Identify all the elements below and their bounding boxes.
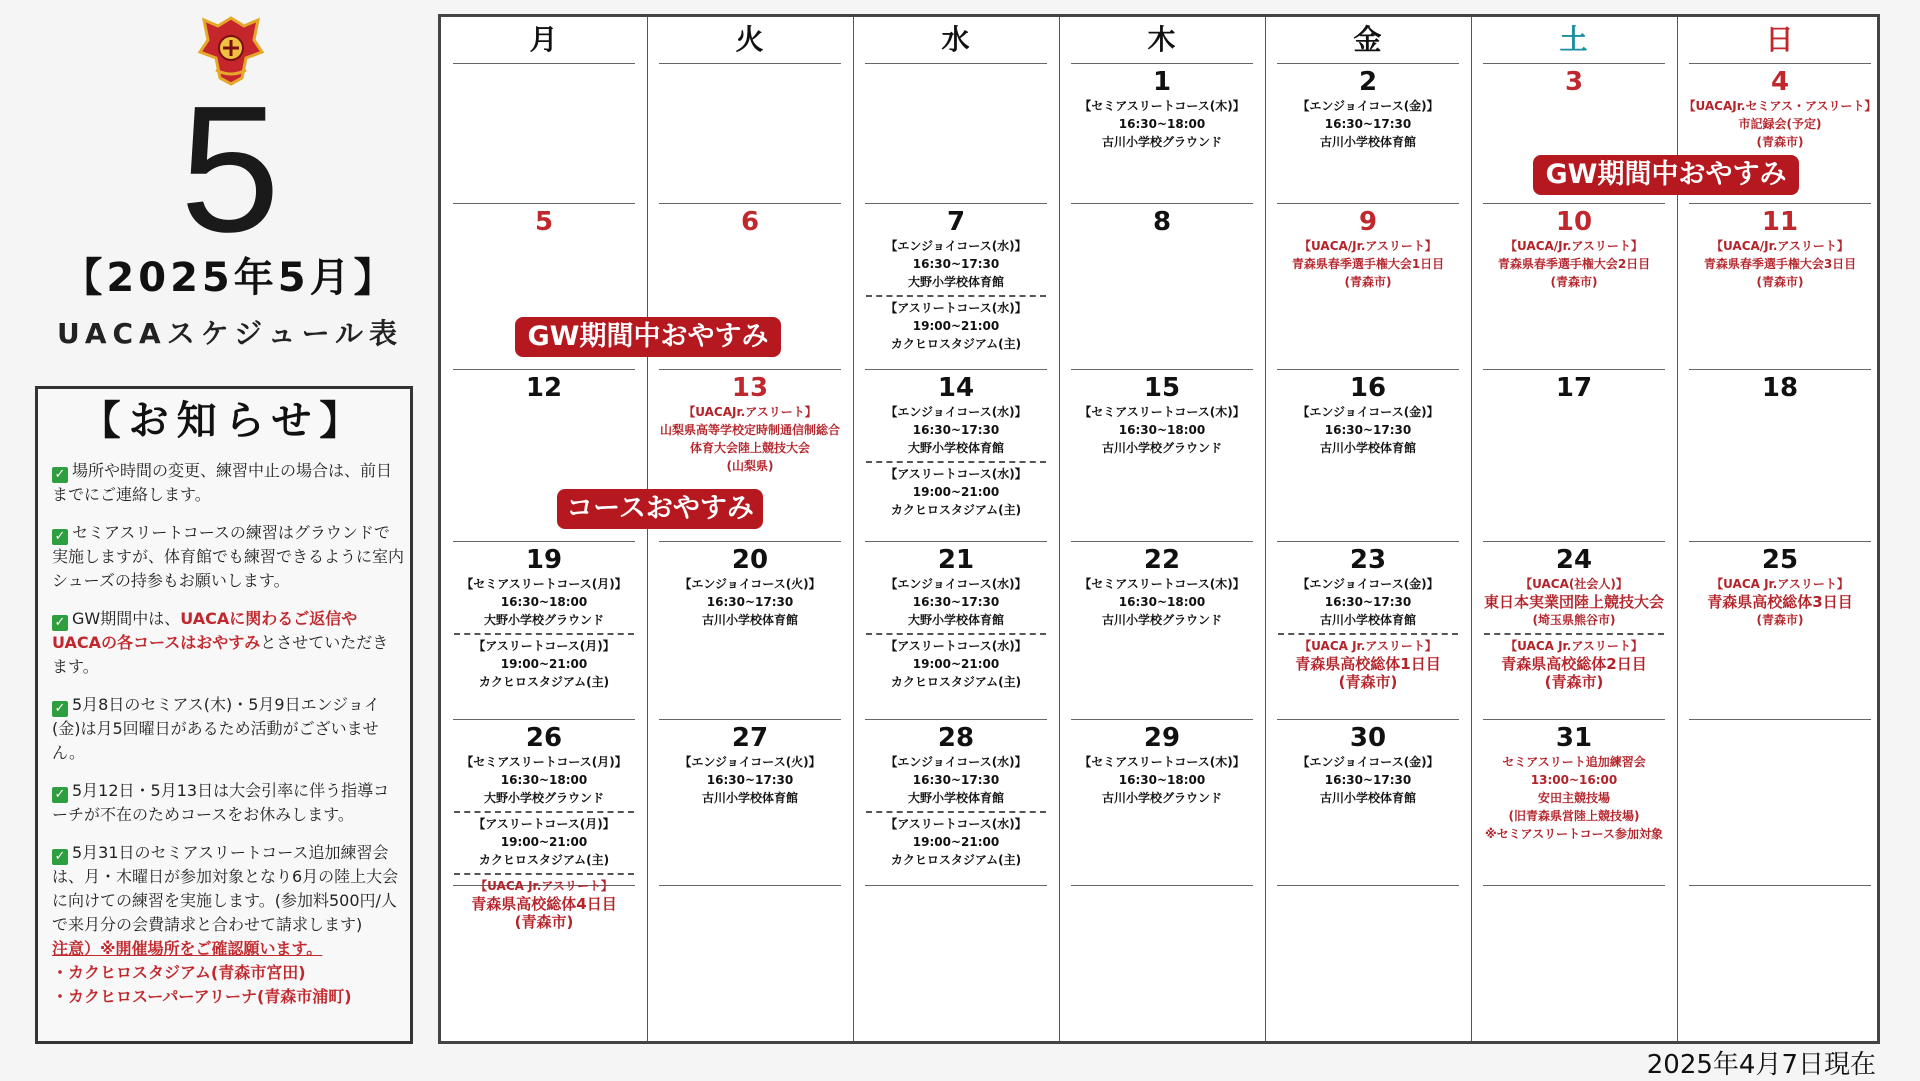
day-number: 26	[525, 723, 563, 753]
weekday-wed: 水	[941, 23, 970, 56]
event-line: 16:30~17:30	[912, 257, 1000, 271]
day-number: 14	[937, 373, 975, 403]
event-line: 【アスリートコース(水)】	[885, 467, 1027, 481]
event-line: 【セミアスリートコース(木)】	[1079, 99, 1245, 113]
row-divider	[1277, 203, 1459, 204]
row-divider	[865, 63, 1047, 64]
event-block	[1471, 237, 1677, 291]
notice-text: GW期間中は、	[72, 609, 181, 628]
row-divider	[453, 203, 635, 204]
day-cell	[853, 373, 1059, 519]
event-block	[1265, 575, 1471, 629]
event-line: (青森市)	[1544, 673, 1604, 691]
dashed-separator	[454, 873, 634, 875]
event-line: 【UACAJr.セミアス・アスリート】	[1683, 99, 1877, 113]
event-line: 古川小学校体育館	[701, 613, 798, 627]
event-line: 【UACA Jr.アスリート】	[1299, 639, 1437, 653]
event-line: 16:30~17:30	[912, 423, 1000, 437]
day-cell	[853, 545, 1059, 691]
day-cell	[1265, 67, 1471, 151]
row-divider	[865, 719, 1047, 720]
dashed-separator	[866, 461, 1046, 463]
notice-text: とさせていただきます。	[52, 633, 389, 676]
event-line: カクヒロスタジアム(主)	[890, 853, 1022, 867]
row-divider	[1071, 369, 1253, 370]
event-line: (青森市)	[1344, 275, 1392, 289]
event-line: (青森市)	[1338, 673, 1398, 691]
left-panel	[0, 0, 440, 1080]
event-line: 16:30~18:00	[1118, 423, 1206, 437]
day-cell	[441, 723, 647, 931]
event-line: 古川小学校グラウンド	[1101, 791, 1222, 805]
event-line: 古川小学校体育館	[701, 791, 798, 805]
event-line: 大野小学校グラウンド	[483, 613, 604, 627]
weekday-mon: 月	[529, 23, 558, 56]
venue-item: ・カクヒロスタジアム(青森市宮田)	[52, 963, 306, 982]
row-divider	[1483, 885, 1665, 886]
column-divider	[853, 17, 854, 1041]
day-number: 23	[1349, 545, 1387, 575]
notice-text: 5月12日・5月13日は大会引率に伴う指導コーチが不在のためコースをお休みします。	[52, 781, 390, 824]
check-icon: ✓	[52, 467, 68, 483]
row-divider	[1483, 719, 1665, 720]
day-cell	[1677, 373, 1883, 403]
event-block	[1471, 575, 1677, 629]
event-line: 【エンジョイコース(金)】	[1297, 755, 1439, 769]
day-number: 22	[1143, 545, 1181, 575]
row-divider	[1071, 541, 1253, 542]
row-divider	[1689, 63, 1871, 64]
event-block	[647, 753, 853, 807]
day-cell	[1471, 207, 1677, 291]
day-number: 5	[534, 207, 554, 237]
event-block	[1265, 753, 1471, 807]
event-line: 【アスリートコース(水)】	[885, 817, 1027, 831]
notice-item	[52, 607, 404, 679]
row-divider	[1277, 369, 1459, 370]
dashed-separator	[454, 811, 634, 813]
day-number: 12	[525, 373, 563, 403]
event-block	[1265, 637, 1471, 691]
row-divider	[453, 719, 635, 720]
event-line: 古川小学校グラウンド	[1101, 613, 1222, 627]
day-number: 6	[740, 207, 760, 237]
day-number: 28	[937, 723, 975, 753]
event-block	[1265, 237, 1471, 291]
event-block	[853, 815, 1059, 869]
row-divider	[1277, 885, 1459, 886]
event-line: 古川小学校グラウンド	[1101, 135, 1222, 149]
event-line: (埼玉県熊谷市)	[1532, 613, 1616, 627]
dashed-separator	[1484, 633, 1664, 635]
event-line: カクヒロスタジアム(主)	[890, 503, 1022, 517]
weekday-fri: 金	[1353, 23, 1382, 56]
check-icon: ✓	[52, 529, 68, 545]
event-line: 【エンジョイコース(金)】	[1297, 99, 1439, 113]
day-number: 4	[1770, 67, 1790, 97]
row-divider	[659, 719, 841, 720]
dashed-separator	[866, 633, 1046, 635]
event-block	[647, 403, 853, 475]
day-cell	[441, 545, 647, 691]
event-block	[1265, 403, 1471, 457]
day-cell	[1265, 723, 1471, 807]
event-block	[853, 753, 1059, 807]
event-line: 【エンジョイコース(水)】	[885, 405, 1027, 419]
event-line: 大野小学校グラウンド	[483, 791, 604, 805]
day-number: 20	[731, 545, 769, 575]
event-line: 安田主競技場	[1537, 791, 1610, 805]
event-line: カクヒロスタジアム(主)	[478, 675, 610, 689]
day-cell	[853, 207, 1059, 353]
event-line: 16:30~18:00	[1118, 773, 1206, 787]
column-divider	[1265, 17, 1266, 1041]
row-divider	[1689, 203, 1871, 204]
event-line: 大野小学校体育館	[907, 441, 1004, 455]
event-line: (青森市)	[1756, 275, 1804, 289]
day-number: 1	[1152, 67, 1172, 97]
column-divider	[1059, 17, 1060, 1041]
notice-item	[52, 841, 404, 937]
event-line: 東日本実業団陸上競技大会	[1483, 593, 1664, 611]
event-line: 【エンジョイコース(水)】	[885, 755, 1027, 769]
row-divider	[1689, 369, 1871, 370]
day-cell	[441, 207, 647, 237]
event-line: 青森県春季選手権大会1日目	[1291, 257, 1445, 271]
event-line: カクヒロスタジアム(主)	[478, 853, 610, 867]
event-line: 市記録会(予定)	[1738, 117, 1822, 131]
event-line: 山梨県高等学校定時制通信制総合	[659, 423, 840, 437]
day-number: 25	[1761, 545, 1799, 575]
calendar-grid	[438, 14, 1880, 1044]
event-block	[1059, 753, 1265, 807]
event-line: 【UACA/Jr.アスリート】	[1299, 239, 1437, 253]
row-divider	[1277, 719, 1459, 720]
notice-list	[52, 459, 404, 1009]
row-divider	[453, 369, 635, 370]
event-line: 【エンジョイコース(水)】	[885, 239, 1027, 253]
day-cell	[1265, 373, 1471, 457]
row-divider	[453, 541, 635, 542]
day-cell	[853, 723, 1059, 869]
row-divider	[1689, 885, 1871, 886]
event-line: 16:30~18:00	[1118, 117, 1206, 131]
event-line: 【エンジョイコース(火)】	[679, 577, 821, 591]
check-icon: ✓	[52, 787, 68, 803]
row-divider	[1483, 541, 1665, 542]
event-line: 【UACA/Jr.アスリート】	[1711, 239, 1849, 253]
event-line: (青森市)	[1756, 613, 1804, 627]
day-number: 2	[1358, 67, 1378, 97]
event-line: 体育大会陸上競技大会	[689, 441, 810, 455]
event-block	[1059, 97, 1265, 151]
event-line: カクヒロスタジアム(主)	[890, 337, 1022, 351]
check-icon: ✓	[52, 615, 68, 631]
day-cell	[1265, 207, 1471, 291]
notice-item	[52, 693, 404, 765]
day-number: 7	[946, 207, 966, 237]
row-divider	[1277, 63, 1459, 64]
event-line: (青森市)	[1550, 275, 1598, 289]
event-line: 青森県春季選手権大会3日目	[1703, 257, 1857, 271]
event-line: 19:00~21:00	[500, 835, 588, 849]
dashed-separator	[866, 811, 1046, 813]
day-number: 13	[731, 373, 769, 403]
day-cell	[1059, 373, 1265, 457]
event-line: 13:00~16:00	[1530, 773, 1618, 787]
day-number: 16	[1349, 373, 1387, 403]
day-cell	[1471, 723, 1677, 843]
event-line: 【エンジョイコース(金)】	[1297, 405, 1439, 419]
event-line: 【セミアスリートコース(木)】	[1079, 405, 1245, 419]
gw-holiday-banner: GW期間中おやすみ	[515, 317, 781, 357]
event-line: 大野小学校体育館	[907, 791, 1004, 805]
day-cell	[647, 545, 853, 629]
event-block	[1677, 97, 1883, 151]
event-line: 16:30~17:30	[912, 595, 1000, 609]
event-line: 大野小学校体育館	[907, 275, 1004, 289]
day-cell	[1059, 67, 1265, 151]
day-cell	[1265, 545, 1471, 691]
event-line: 【UACA(社会人)】	[1520, 577, 1628, 591]
event-block	[441, 753, 647, 807]
event-line: 16:30~17:30	[912, 773, 1000, 787]
event-block	[1677, 575, 1883, 629]
event-line: 青森県高校総体2日目	[1501, 655, 1647, 673]
event-line: 16:30~17:30	[1324, 595, 1412, 609]
day-number: 18	[1761, 373, 1799, 403]
dashed-separator	[1278, 633, 1458, 635]
event-line: 16:30~17:30	[706, 595, 794, 609]
event-line: 19:00~21:00	[912, 319, 1000, 333]
day-cell	[1059, 207, 1265, 237]
caution-text: 注意）※開催場所をご確認願います。	[52, 939, 323, 958]
row-divider	[659, 541, 841, 542]
notice-item	[52, 459, 404, 507]
notice-box	[35, 386, 413, 1044]
day-number: 29	[1143, 723, 1181, 753]
day-number: 17	[1555, 373, 1593, 403]
day-number: 24	[1555, 545, 1593, 575]
day-cell	[1059, 723, 1265, 807]
row-divider	[865, 541, 1047, 542]
event-line: 古川小学校体育館	[1319, 613, 1416, 627]
event-block	[441, 815, 647, 869]
event-block	[1059, 403, 1265, 457]
event-line: 16:30~17:30	[1324, 773, 1412, 787]
day-cell	[1471, 67, 1677, 97]
event-block	[647, 575, 853, 629]
day-cell	[1677, 67, 1883, 151]
day-cell	[1677, 545, 1883, 629]
event-line: 【UACA/Jr.アスリート】	[1505, 239, 1643, 253]
event-line: 【セミアスリートコース(木)】	[1079, 755, 1245, 769]
day-cell	[1471, 545, 1677, 691]
row-divider	[1071, 885, 1253, 886]
event-block	[441, 575, 647, 629]
event-block	[1059, 575, 1265, 629]
row-divider	[1689, 719, 1871, 720]
event-line: 【UACAJr.アスリート】	[683, 405, 817, 419]
day-cell	[441, 373, 647, 403]
event-block	[441, 637, 647, 691]
event-line: 【エンジョイコース(火)】	[679, 755, 821, 769]
dashed-separator	[454, 633, 634, 635]
year-month-title: 【2025年5月】	[62, 255, 398, 301]
row-divider	[1483, 203, 1665, 204]
event-block	[1265, 97, 1471, 151]
weekday-tue: 火	[735, 23, 764, 56]
day-number: 30	[1349, 723, 1387, 753]
event-line: 【UACA Jr.アスリート】	[1711, 577, 1849, 591]
row-divider	[865, 369, 1047, 370]
event-line: 16:30~17:30	[1324, 117, 1412, 131]
event-block	[1677, 237, 1883, 291]
event-line: 青森県春季選手権大会2日目	[1497, 257, 1651, 271]
event-block	[853, 465, 1059, 519]
event-block	[853, 237, 1059, 291]
day-number: 21	[937, 545, 975, 575]
notice-text: 場所や時間の変更、練習中止の場合は、前日までにご連絡します。	[52, 461, 393, 504]
schedule-title: UACAスケジュール表	[56, 317, 404, 350]
day-cell	[1059, 545, 1265, 629]
event-line: 古川小学校体育館	[1319, 441, 1416, 455]
course-off-banner: コースおやすみ	[557, 489, 763, 529]
row-divider	[1071, 63, 1253, 64]
row-divider	[659, 63, 841, 64]
row-divider	[1071, 203, 1253, 204]
notice-emphasis: UACAに関わるご返信やUACAの各コースはおやすみ	[52, 609, 358, 652]
as-of-date: 2025年4月7日現在	[1646, 1050, 1876, 1080]
event-line: (青森市)	[514, 913, 574, 931]
row-divider	[1483, 63, 1665, 64]
event-line: (旧青森県営陸上競技場)	[1508, 809, 1640, 823]
event-line: 19:00~21:00	[912, 485, 1000, 499]
row-divider	[1071, 719, 1253, 720]
notice-item	[52, 521, 404, 593]
event-block	[1471, 753, 1677, 843]
notice-text: 5月8日のセミアス(木)・5月9日エンジョイ(金)は月5回曜日があるため活動がございません。	[52, 695, 380, 762]
event-line: カクヒロスタジアム(主)	[890, 675, 1022, 689]
day-cell	[1677, 207, 1883, 291]
row-divider	[659, 203, 841, 204]
check-icon: ✓	[52, 701, 68, 717]
row-divider	[865, 203, 1047, 204]
event-line: 【UACA Jr.アスリート】	[1505, 639, 1643, 653]
event-line: 大野小学校体育館	[907, 613, 1004, 627]
day-cell	[647, 723, 853, 807]
day-cell	[1471, 373, 1677, 403]
venue-item: ・カクヒロスーパーアリーナ(青森市浦町)	[52, 987, 352, 1006]
event-line: 【セミアスリートコース(月)】	[461, 755, 627, 769]
event-line: 【エンジョイコース(金)】	[1297, 577, 1439, 591]
event-line: 16:30~18:00	[500, 773, 588, 787]
event-line: セミアスリート追加練習会	[1502, 755, 1646, 769]
event-line: 古川小学校体育館	[1319, 791, 1416, 805]
day-number: 19	[525, 545, 563, 575]
event-line: 【アスリートコース(水)】	[885, 301, 1027, 315]
day-number: 8	[1152, 207, 1172, 237]
event-line: 青森県高校総体4日目	[471, 895, 617, 913]
event-line: 19:00~21:00	[912, 657, 1000, 671]
event-line: 16:30~17:30	[706, 773, 794, 787]
notice-text: 5月31日のセミアスリートコース追加練習会は、月・木曜日が参加対象となり6月の陸上大会に向けての練習を実施します。(参加料500円/人で来月分の会費請求と合わせて請求します)	[52, 843, 399, 934]
event-line: 古川小学校体育館	[1319, 135, 1416, 149]
event-line: ※セミアスリートコース参加対象	[1484, 827, 1664, 841]
day-number: 15	[1143, 373, 1181, 403]
event-line: (山梨県)	[726, 459, 774, 473]
row-divider	[659, 885, 841, 886]
event-line: 【UACA Jr.アスリート】	[475, 879, 613, 893]
day-number: 10	[1555, 207, 1593, 237]
month-number: 5	[179, 69, 281, 270]
weekday-thu: 木	[1147, 23, 1176, 56]
event-line: 【アスリートコース(月)】	[473, 639, 615, 653]
column-divider	[1471, 17, 1472, 1041]
event-line: 【エンジョイコース(水)】	[885, 577, 1027, 591]
event-line: 【アスリートコース(水)】	[885, 639, 1027, 653]
notice-title: 【お知らせ】	[80, 398, 368, 444]
notice-text: セミアスリートコースの練習はグラウンドで実施しますが、体育館でも練習できるように室内シューズの持参もお願いします。	[52, 523, 405, 590]
row-divider	[1483, 369, 1665, 370]
day-number: 27	[731, 723, 769, 753]
weekday-sat: 土	[1559, 23, 1588, 56]
row-divider	[865, 885, 1047, 886]
day-number: 31	[1555, 723, 1593, 753]
day-number: 9	[1358, 207, 1378, 237]
row-divider	[1277, 541, 1459, 542]
event-line: 19:00~21:00	[500, 657, 588, 671]
event-line: 19:00~21:00	[912, 835, 1000, 849]
notice-item	[52, 779, 404, 827]
event-line: 16:30~18:00	[1118, 595, 1206, 609]
event-block	[853, 637, 1059, 691]
event-line: (青森市)	[1756, 135, 1804, 149]
event-line: 【アスリートコース(月)】	[473, 817, 615, 831]
event-block	[441, 877, 647, 931]
day-cell	[647, 373, 853, 475]
event-block	[853, 299, 1059, 353]
gw-holiday-banner: GW期間中おやすみ	[1533, 155, 1799, 195]
event-line: 青森県高校総体1日目	[1295, 655, 1441, 673]
dashed-separator	[866, 295, 1046, 297]
event-line: 【セミアスリートコース(木)】	[1079, 577, 1245, 591]
day-number: 11	[1761, 207, 1799, 237]
row-divider	[1689, 541, 1871, 542]
event-line: 【セミアスリートコース(月)】	[461, 577, 627, 591]
event-line: 古川小学校グラウンド	[1101, 441, 1222, 455]
event-line: 青森県高校総体3日目	[1707, 593, 1853, 611]
event-block	[853, 575, 1059, 629]
event-line: 16:30~18:00	[500, 595, 588, 609]
day-number: 3	[1564, 67, 1584, 97]
column-divider	[647, 17, 648, 1041]
event-block	[853, 403, 1059, 457]
weekday-sun: 日	[1765, 23, 1794, 56]
check-icon: ✓	[52, 849, 68, 865]
row-divider	[659, 369, 841, 370]
event-line: 16:30~17:30	[1324, 423, 1412, 437]
venue-caution	[52, 937, 404, 1009]
day-cell	[647, 207, 853, 237]
event-block	[1471, 637, 1677, 691]
row-divider	[453, 63, 635, 64]
